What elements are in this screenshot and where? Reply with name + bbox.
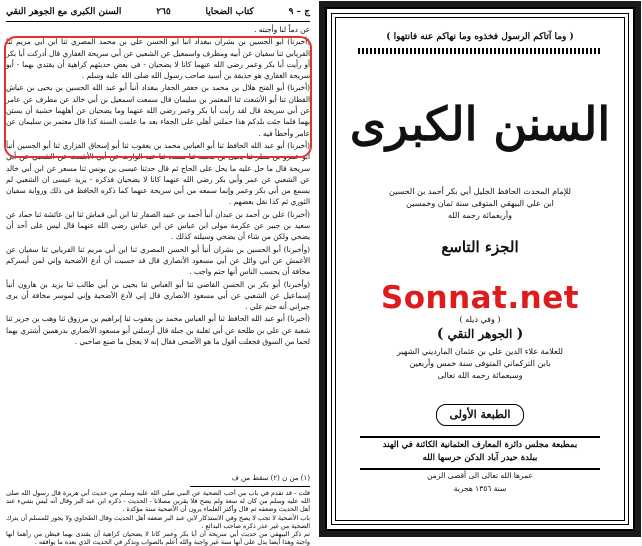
watermark-logo: Sonnat.net bbox=[380, 280, 580, 316]
paragraph: عن دماً لنا وأجبته . bbox=[254, 25, 310, 34]
text-page bbox=[0, 0, 316, 546]
title-frame bbox=[325, 7, 635, 531]
paragraph: (أخبرنا) علي بن أحمد بن عبدان أنبأ أحمد بن عبيد الصفار ثنا ابن أبي قماش ثنا ابن عائشة ثنا حماد عن سعيد بن جبير عن عكرمة مولى ابن عباس عن ابن عباس رضي الله عنهما قال ليس على أحد أن يضحي ولكن من شاء أن يضحي وسيلته كذلك . bbox=[6, 209, 310, 242]
ornament-divider bbox=[358, 48, 602, 54]
footnote: باب الأضحية لا تجب لا يصح وفي الاستذكار لابن عبد البر ضعفه أهل الحديث وقال الطحاوي ولا يجوز للمسلم أن يترك الضحية من غير عذر ذكره صاحب البدائع . bbox=[6, 513, 310, 530]
highlight-annotation bbox=[4, 36, 312, 158]
title-content bbox=[344, 26, 616, 512]
press-imprint: بمطبعة مجلس دائرة المعارف العثمانية الكائنة في الهند ببلدة حيدر آباد الدكن حرسها الله bbox=[360, 436, 600, 470]
edition-note: (١) من ن (٢) سقط من ف bbox=[231, 474, 310, 482]
header-book: كتاب الضحايا bbox=[205, 7, 254, 17]
header-title: السنن الكبرى مع الجوهر النقي bbox=[6, 7, 122, 17]
motto: ( وما آتاكم الرسول فخذوه وما نهاكم عنه فانتهوا ) bbox=[386, 32, 574, 42]
paragraph: (أخبرنا) أبو عبد الله الحافظ ثنا أبو العباس محمد بن يعقوب ثنا أبو إسحاق الفزاري ثنا أبو الحسين أنبأ أبو عمرو بن مطر ثنا يحيى بن محمد ثنا مسدد ثنا عبد الوارث عن أبي الأشعث عن الشعبي عن أبي سريحة قال ما حل عليه ما يحل على الحاج ثم قال حدثنا عيسى بن يونس ثنا مسعر عن ابن أبي خالد عن الشعبي عن عمر وأبي بكر رضي الله عنهما كانا لا يضحيان فذكره - يريد عيسى ان الشعبي لم يسمع من أبي بكر وعمر وإنما سمعه من أبي سريحة عنهما كما ذكره الحافظ في ذلك ورواية سفيان الثوري ثم كذا نقل بعضهم . bbox=[6, 140, 310, 207]
paragraph: (وأخبرنا) أبو الحسين بن بشران أنبأ أبو الحسن المصري ثنا ابن أبي مريم ثنا الفريابي ثنا سفيان عن الأعمش عن أبي وائل عن أبي مسعود الأنصاري قال قد حسبت أن أدع الأضحية وإني لمن أيسركم مخافة أن يحسب الناس أنها حتم واجب . bbox=[6, 244, 310, 277]
author-credit: للإمام المحدث الحافظ الجليل أبي بكر أحمد بن الحسين ابن علي البيهقي المتوفى سنة ثمان وخمسين وأربعمائة رحمه الله bbox=[389, 187, 571, 220]
paragraph: (أخبرنا) أبو الفتح هلال بن محمد بن جعفر الحفار ببغداد أنبأ أبو عبد الله الحسين بن يحيى بن عياش القطان ثنا أبو الأشعث ثنا المعتمر بن سليمان قال سمعت اسمعيل بن أبي خالد عن مطرف عن عامر عن أبي سريحة قال لقد رأيت أبا بكر وعمر رضي الله عنهما وما يضحيان عن أهلهما خشية أن يستن بهما فلما جئت بلدكم هذا حملني أهلي على الجفاء بعد ما علمت السنة كذا قال معتمر بن سليمان عن عامر وأخطأ فيه . bbox=[6, 83, 310, 138]
appendix-label: ( وفي ذيله ) bbox=[459, 315, 501, 324]
edition-label: الطبعة الأولى bbox=[436, 404, 524, 426]
volume-label: الجزء التاسع bbox=[441, 238, 519, 256]
book-title: السنن الكبرى bbox=[349, 97, 611, 151]
running-header bbox=[6, 5, 310, 22]
footnote-divider bbox=[190, 486, 310, 487]
paragraph: (وأخبرنا) أبو بكر بن الحسن القاضي ثنا أبو العباس ثنا يحيى بن أبي طالب ثنا يزيد بن هارون أنبأ إسماعيل عن الشعبي عن أبي مسعود الأنصاري قال إني لأدع الأضحية وإني لموسر مخافة أن يرى جيراني أنه حتم علي . bbox=[6, 279, 310, 312]
header-page-number: ٢٦٥ bbox=[156, 7, 171, 17]
footnotes bbox=[6, 489, 310, 546]
paragraph: (أخبرنا) أبو عبد الله الحافظ ثنا أبو العباس محمد بن يعقوب ثنا إبراهيم بن مرزوق ثنا وهب بن جرير ثنا شعبة عن علي بن طلحة عن أبي ثعلبة بن جبلة قال أرسلني أبو مسعود الأنصاري بدرهمين أشتري بهما لحما من السوق فجعلت أقول ما هو الأضحى فقال إنه لا يعجل ما صنع صاحبي . bbox=[6, 314, 310, 347]
header-volume-page: ج – ٩ bbox=[288, 7, 310, 17]
publication-year: سنة ١٣٥٦ هجرية bbox=[453, 484, 507, 493]
footnote: قلت - قد تقدم في باب من أحب الضحية عن النبي صلى الله عليه وسلم من حديث أبي هريرة قال رسول الله صلى الله عليه وسلم من كان له سعة ولم يضح فلا يقربن مصلانا - الحديث - ذكره ابن عبد البر وقال أنه ليس بشيء عند أهل الحديث وضعفه ثم قال وأكثر العلماء يرون أن الأضحية سنة مؤكدة . bbox=[6, 489, 310, 514]
paragraph: (أخبرنا) أبو الحسين بن بشران ببغداد أنبأ أبو الحسن علي بن محمد المصري ثنا ابن أبي مريم ثنا الفريابي ثنا سفيان عن أبيه ومطرف واسمعيل عن الشعبي عن أبي سريحة الغفاري قال أدركت أبا بكر أو رأيت أبا بكر وعمر رضي الله عنهما كانا لا يضحيان - في بعض حديثهم كراهية أن يقتدي بهما - أبو سريحة الغفاري هو حذيفة بن أسيد صاحب رسول الله صلى الله عليه وسلم . bbox=[6, 37, 310, 81]
appendix-author: للعلامة علاء الدين علي بن عثمان المارديني الشهير بابن التركماني المتوفى سنة خمس وأربعين وسبعمائة رحمه الله تعالى bbox=[397, 347, 563, 380]
place-of-print: عمرها الله تعالى الى أقصى الزمن bbox=[427, 471, 533, 480]
appendix-title: ( الجوهر النقي ) bbox=[436, 326, 524, 342]
footnote: ثم ذكر البيهقي من حديث أبي سريحة أن أبا بكر وعمر كانا لا يضحيان كراهية أن يقتدى بهما فيظن من رآهما أنها واجبة وهذا أيضا يدل على أنها سنة غير واجبة والله أعلم بالصواب ونذكر في الحديث الذي بعده ما يوافقه . bbox=[6, 530, 310, 546]
title-page bbox=[319, 1, 641, 537]
